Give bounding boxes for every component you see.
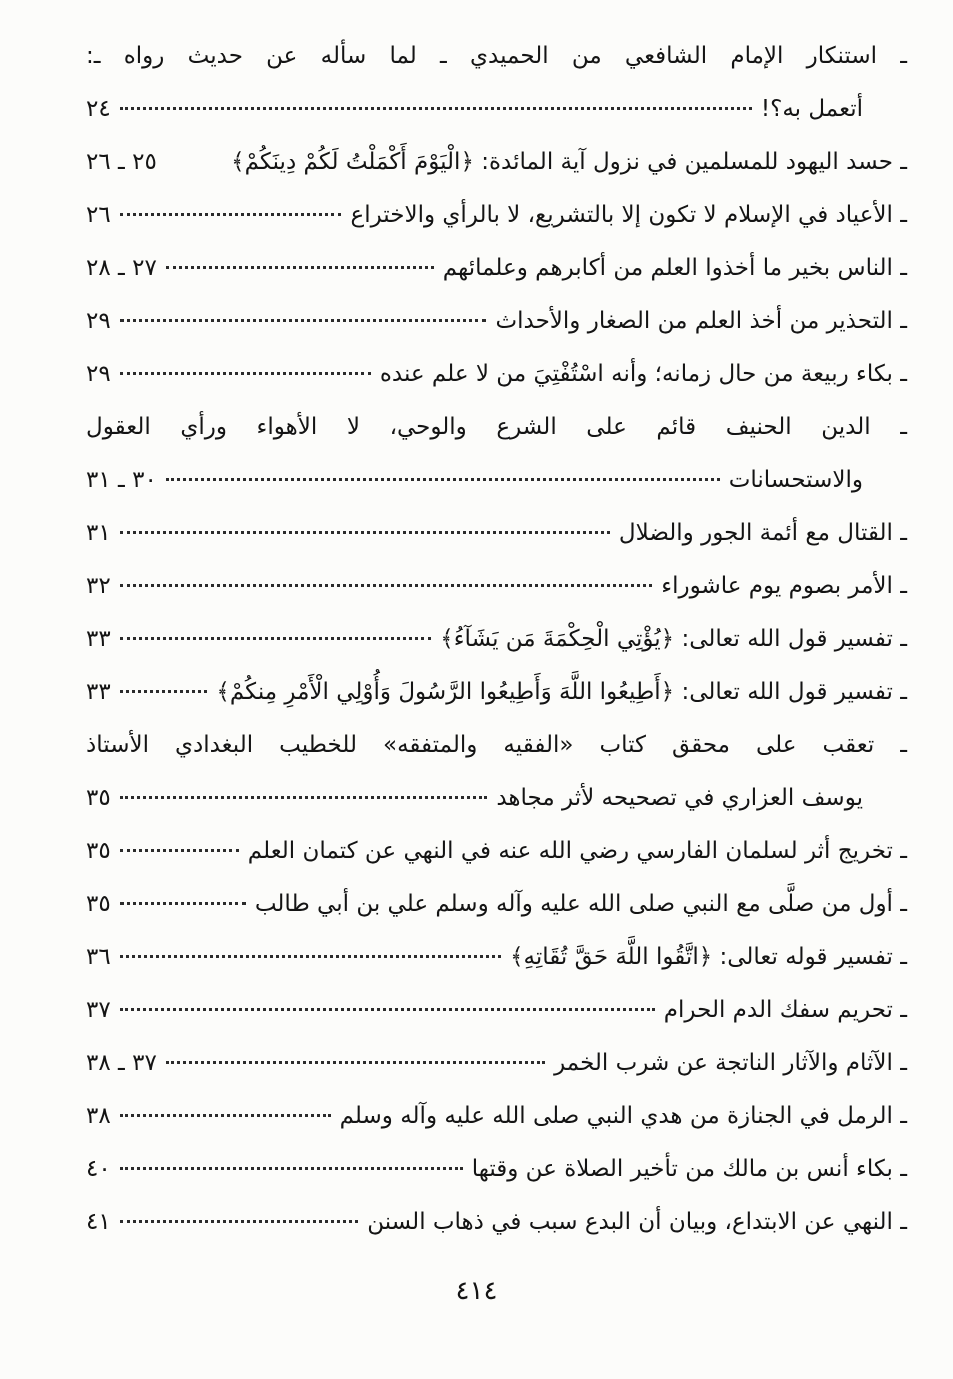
toc-entry-main-line <box>86 507 907 560</box>
toc-entry <box>86 189 907 242</box>
dotted-leader <box>120 319 487 322</box>
toc-entry-page-number: ٢٥ ـ ٢٦ <box>86 149 157 175</box>
toc-entry-main-line <box>86 1143 907 1196</box>
dotted-leader <box>120 955 501 958</box>
dotted-leader <box>120 107 752 110</box>
footer-page-number: ٤١٤ <box>455 1276 498 1306</box>
toc-entry <box>86 348 907 401</box>
toc-entry-main-line <box>86 1037 907 1090</box>
toc-entry-main-line <box>86 1196 907 1249</box>
toc-entry-page-number: ٤٠ <box>86 1156 111 1182</box>
toc-entry-title: ـ تخريج أثر لسلمان الفارسي رضي الله عنه في النهي عن كتمان العلم <box>247 838 907 864</box>
toc-entry-page-number: ٣٨ <box>86 1103 111 1129</box>
toc-entry-page-number: ٢٦ <box>86 202 111 228</box>
dotted-leader <box>120 849 239 852</box>
toc-entry-title: ـ تفسير قول الله تعالى: ﴿أَطِيعُوا اللَّهَ وَأَطِيعُوا الرَّسُولَ وَأُوْلِي الْأَمْرِ مِنكُمْ﴾ <box>216 679 907 705</box>
toc-entry-page-number: ٢٤ <box>86 96 111 122</box>
toc-entry-main-line <box>86 189 907 242</box>
toc-list <box>86 30 907 1249</box>
toc-entry-main-line <box>86 295 907 348</box>
toc-entry-page-number: ٣٥ <box>86 838 111 864</box>
toc-entry-main-line <box>86 825 907 878</box>
toc-entry <box>86 560 907 613</box>
toc-entry <box>86 878 907 931</box>
toc-entry-title: ـ بكاء ربيعة من حال زمانه؛ وأنه اسْتُفْتِيَ من لا علم عنده <box>379 361 907 387</box>
toc-entry-title: ـ أول من صلَّى مع النبي صلى الله عليه وآله وسلم علي بن أبي طالب <box>254 891 907 917</box>
toc-entry-title: ـ تفسير قوله تعالى: ﴿اتَّقُوا اللَّهَ حَقَّ تُقَاتِهِ﴾ <box>510 944 907 970</box>
toc-entry-main-line <box>86 984 907 1037</box>
toc-entry <box>86 719 907 825</box>
toc-entry <box>86 1196 907 1249</box>
toc-entry-title: ـ بكاء أنس بن مالك من تأخير الصلاة عن وقتها <box>471 1156 907 1182</box>
toc-entry-title: ـ القتال مع أئمة الجور والضلال <box>618 520 907 546</box>
toc-entry-main-line <box>86 454 907 507</box>
toc-entry-page-number: ٢٩ <box>86 308 111 334</box>
toc-entry-page-number: ٤١ <box>86 1209 111 1235</box>
toc-entry-main-line <box>86 242 907 295</box>
dotted-leader <box>120 637 432 640</box>
toc-entry-main-line <box>86 83 907 136</box>
toc-entry <box>86 825 907 878</box>
dotted-leader <box>120 690 208 693</box>
toc-entry-page-number: ٣٥ <box>86 785 111 811</box>
toc-entry <box>86 984 907 1037</box>
toc-entry-page-number: ٣٣ <box>86 626 111 652</box>
toc-entry-title: ـ حسد اليهود للمسلمين في نزول آية المائدة: ﴿الْيَوْمَ أَكْمَلْتُ لَكُمْ دِينَكُمْ﴾ <box>231 149 907 175</box>
toc-entry-main-line <box>86 348 907 401</box>
toc-entry-page-number: ٣٠ ـ ٣١ <box>86 467 157 493</box>
toc-entry <box>86 666 907 719</box>
toc-entry-title: والاستحسانات <box>728 467 863 493</box>
dotted-leader <box>166 266 434 269</box>
toc-entry-title: يوسف العزاري في تصحيحه لأثر مجاهد <box>496 785 863 811</box>
toc-entry-main-line <box>86 136 907 189</box>
toc-entry <box>86 1037 907 1090</box>
dotted-leader <box>120 584 653 587</box>
toc-entry <box>86 242 907 295</box>
dotted-leader <box>120 531 610 534</box>
toc-entry <box>86 931 907 984</box>
dotted-leader <box>120 796 488 799</box>
toc-entry-main-line <box>86 878 907 931</box>
toc-entry-title: ـ الناس بخير ما أخذوا العلم من أكابرهم وعلمائهم <box>442 255 907 281</box>
toc-entry <box>86 507 907 560</box>
toc-entry <box>86 1143 907 1196</box>
toc-entry-page-number: ٣٢ <box>86 573 111 599</box>
toc-entry-page-number: ٢٧ ـ ٢٨ <box>86 255 157 281</box>
toc-entry <box>86 30 907 136</box>
dotted-leader <box>120 213 342 216</box>
toc-entry-title: ـ الأمر بصوم يوم عاشوراء <box>661 573 907 599</box>
toc-entry-title: ـ الآثام والآثار الناتجة عن شرب الخمر <box>554 1050 907 1076</box>
toc-entry-text-line: ـ استنكار الإمام الشافعي من الحميدي ـ لما سأله عن حديث رواه ـ: <box>86 43 907 69</box>
dotted-leader <box>120 372 371 375</box>
toc-entry-main-line <box>86 613 907 666</box>
toc-entry <box>86 401 907 507</box>
toc-entry-title: ـ التحذير من أخذ العلم من الصغار والأحداث <box>495 308 907 334</box>
page-footer <box>0 1276 953 1306</box>
toc-entry-title: ـ تحريم سفك الدم الحرام <box>663 997 907 1023</box>
toc-entry-main-line <box>86 931 907 984</box>
toc-entry <box>86 613 907 666</box>
toc-entry-main-line <box>86 560 907 613</box>
toc-entry-page-number: ٣٥ <box>86 891 111 917</box>
dotted-leader <box>166 1061 545 1064</box>
dotted-leader <box>120 1114 331 1117</box>
dotted-leader <box>166 478 720 481</box>
toc-entry-main-line <box>86 666 907 719</box>
dotted-leader <box>120 902 246 905</box>
toc-entry <box>86 295 907 348</box>
toc-entry-title: ـ الأعياد في الإسلام لا تكون إلا بالتشريع، لا بالرأي والاختراع <box>350 202 907 228</box>
toc-entry-main-line <box>86 1090 907 1143</box>
toc-entry-page-number: ٢٩ <box>86 361 111 387</box>
toc-entry <box>86 136 907 189</box>
toc-entry-title: ـ النهي عن الابتداع، وبيان أن البدع سبب في ذهاب السنن <box>367 1209 907 1235</box>
dotted-leader <box>120 1220 359 1223</box>
toc-entry-page-number: ٣٧ ـ ٣٨ <box>86 1050 157 1076</box>
toc-entry-page-number: ٣١ <box>86 520 111 546</box>
dotted-leader <box>120 1167 463 1170</box>
toc-entry-title: ـ تفسير قول الله تعالى: ﴿يُؤْتِي الْحِكْمَةَ مَن يَشَآءُ﴾ <box>440 626 907 652</box>
toc-entry-title: أتعمل به؟! <box>760 96 863 122</box>
toc-entry-text-line: ـ تعقب على محقق كتاب «الفقيه والمتفقه» للخطيب البغدادي الأستاذ <box>86 732 907 758</box>
toc-entry-text-line: ـ الدين الحنيف قائم على الشرع والوحي، لا الأهواء ورأي العقول <box>86 414 907 440</box>
toc-entry-page-number: ٣٦ <box>86 944 111 970</box>
dotted-leader <box>120 1008 655 1011</box>
toc-entry-main-line <box>86 772 907 825</box>
toc-entry-title: ـ الرمل في الجنازة من هدي النبي صلى الله عليه وآله وسلم <box>339 1103 907 1129</box>
toc-entry <box>86 1090 907 1143</box>
toc-entry-page-number: ٣٣ <box>86 679 111 705</box>
toc-entry-page-number: ٣٧ <box>86 997 111 1023</box>
